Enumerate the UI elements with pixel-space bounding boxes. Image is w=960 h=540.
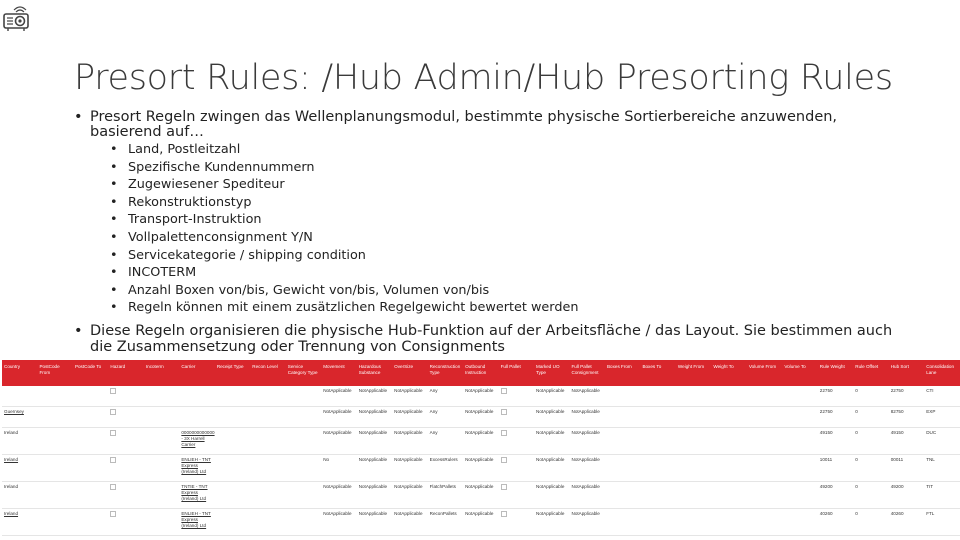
- table-cell: [711, 386, 746, 407]
- checkbox-icon[interactable]: [501, 484, 507, 490]
- table-cell: NotApplicable: [463, 428, 498, 455]
- table-cell: NotApplicable: [357, 482, 392, 509]
- table-cell: [286, 428, 321, 455]
- table-cell: 0: [853, 482, 888, 509]
- table-cell: [499, 407, 534, 428]
- table-cell: [711, 509, 746, 536]
- table-cell: [215, 407, 250, 428]
- table-cell: Ireland: [2, 455, 37, 482]
- table-cell: [144, 455, 179, 482]
- table-column-header[interactable]: Volume From: [747, 360, 782, 386]
- table-cell: [73, 482, 108, 509]
- table-cell: [640, 428, 675, 455]
- table-cell: [215, 428, 250, 455]
- table-cell: ENLIEH - TNT Express (Ireland) Ltd: [179, 509, 214, 536]
- table-cell: [747, 407, 782, 428]
- table-cell: [144, 428, 179, 455]
- table-cell: NotApplicable: [534, 386, 569, 407]
- table-cell: NotApplicable: [357, 455, 392, 482]
- table-column-header[interactable]: Hazard: [108, 360, 143, 386]
- table-cell: [108, 482, 143, 509]
- table-cell: NotApplicable: [321, 482, 356, 509]
- table-cell: ENLIEH - TNT Express (Ireland) Ltd: [179, 455, 214, 482]
- table-column-header[interactable]: Hazardous Substance: [357, 360, 392, 386]
- table-column-header[interactable]: PostCode From: [37, 360, 72, 386]
- table-cell: 40260: [889, 509, 924, 536]
- table-cell: [215, 386, 250, 407]
- table-cell: Ireland: [2, 482, 37, 509]
- table-cell: NotApplicable: [392, 386, 427, 407]
- table-cell: [250, 386, 285, 407]
- table-cell: [711, 407, 746, 428]
- table-cell: TNTIE - TNT Express (Ireland) Ltd: [179, 482, 214, 509]
- table-cell: NotApplicable: [463, 455, 498, 482]
- table-cell: NotApplicable: [534, 407, 569, 428]
- table-cell: [286, 407, 321, 428]
- table-cell: [144, 482, 179, 509]
- table-cell: FlatchPallets: [428, 482, 463, 509]
- table-cell: EXP: [924, 407, 960, 428]
- table-cell: DUC: [924, 428, 960, 455]
- table-cell: 10011: [818, 455, 853, 482]
- table-cell: NotApplicable: [534, 509, 569, 536]
- table-cell: [711, 428, 746, 455]
- table-column-header[interactable]: Movement: [321, 360, 356, 386]
- checkbox-icon[interactable]: [110, 511, 116, 517]
- table-cell: [179, 386, 214, 407]
- table-cell: [676, 428, 711, 455]
- sub-bullet-item: • Land, Postleitzahl: [110, 142, 241, 157]
- table-column-header[interactable]: Receipt Type: [215, 360, 250, 386]
- table-cell: NotApplicable: [570, 407, 605, 428]
- table-cell: [747, 482, 782, 509]
- table-cell: NotApplicable: [392, 509, 427, 536]
- table-cell: NotApplicable: [357, 509, 392, 536]
- table-cell: NotApplicable: [321, 509, 356, 536]
- table-cell: [747, 428, 782, 455]
- table-cell: [747, 455, 782, 482]
- main-bullet-1-text: Presort Regeln zwingen das Wellenplanungsmodul, bestimmte physische Sortierbereiche anzuwenden, basierend auf…: [90, 109, 838, 140]
- table-cell: NotApplicable: [321, 428, 356, 455]
- checkbox-icon[interactable]: [110, 409, 116, 415]
- table-column-header[interactable]: Weight From: [676, 360, 711, 386]
- table-cell: [605, 407, 640, 428]
- presort-rules-table-screenshot: [2, 360, 960, 540]
- table-cell: [37, 455, 72, 482]
- table-cell: [108, 428, 143, 455]
- table-cell: [179, 407, 214, 428]
- table-column-header[interactable]: Recon Level: [250, 360, 285, 386]
- table-cell: 0: [853, 509, 888, 536]
- table-column-header[interactable]: Full Pallet Consignment: [570, 360, 605, 386]
- table-cell: [782, 455, 817, 482]
- table-cell: Ireland: [2, 509, 37, 536]
- table-cell: NotApplicable: [534, 455, 569, 482]
- table-cell: [73, 407, 108, 428]
- table-cell: [286, 386, 321, 407]
- sub-bullet-item: • Transport-Instruktion: [110, 212, 262, 228]
- table-cell: NotApplicable: [357, 407, 392, 428]
- table-cell: [640, 407, 675, 428]
- table-cell: 82750: [889, 407, 924, 428]
- table-cell: [108, 509, 143, 536]
- table-column-header[interactable]: Consolidation Lane: [924, 360, 960, 386]
- table-cell: [711, 455, 746, 482]
- table-cell: [640, 509, 675, 536]
- table-cell: ExcessRulers: [428, 455, 463, 482]
- checkbox-icon[interactable]: [110, 388, 116, 394]
- table-cell: [499, 455, 534, 482]
- table-row[interactable]: [2, 407, 960, 428]
- table-cell: No: [321, 455, 356, 482]
- table-cell: [499, 509, 534, 536]
- table-cell: NotApplicable: [392, 455, 427, 482]
- table-cell: 49150: [889, 428, 924, 455]
- table-cell: 40260: [818, 509, 853, 536]
- table-cell: NotApplicable: [357, 428, 392, 455]
- table-cell: [640, 482, 675, 509]
- table-cell: [286, 482, 321, 509]
- table-cell: NotApplicable: [534, 428, 569, 455]
- table-cell: [250, 482, 285, 509]
- table-cell: [782, 386, 817, 407]
- table-cell: [605, 386, 640, 407]
- table-cell: [37, 386, 72, 407]
- table-cell: 22750: [818, 386, 853, 407]
- table-cell: 49200: [889, 482, 924, 509]
- checkbox-icon[interactable]: [501, 457, 507, 463]
- table-cell: FTL: [924, 509, 960, 536]
- checkbox-icon[interactable]: [501, 409, 507, 415]
- table-cell: Any: [428, 428, 463, 455]
- slide-title: Presort Rules: /Hub Admin/Hub Presorting Rules: [74, 58, 893, 98]
- table-cell: [250, 428, 285, 455]
- table-cell: [499, 482, 534, 509]
- table-row[interactable]: [2, 482, 960, 509]
- sub-bullet-item: • Spezifische Kundennummern: [110, 159, 315, 175]
- table-column-header[interactable]: Country: [2, 360, 37, 386]
- table-column-header[interactable]: Full Pallet: [499, 360, 534, 386]
- checkbox-icon[interactable]: [501, 388, 507, 394]
- table-cell: [676, 482, 711, 509]
- table-cell: 00011: [889, 455, 924, 482]
- table-row[interactable]: [2, 386, 960, 407]
- table-cell: [2, 386, 37, 407]
- table-cell: [782, 509, 817, 536]
- table-column-header[interactable]: PostCode To: [73, 360, 108, 386]
- table-cell: Any: [428, 386, 463, 407]
- table-cell: [676, 455, 711, 482]
- table-cell: [37, 482, 72, 509]
- table-cell: TNL: [924, 455, 960, 482]
- checkbox-icon[interactable]: [110, 430, 116, 436]
- sub-bullet-item: • Zugewiesener Spediteur: [110, 177, 285, 193]
- table-header-row: [2, 360, 960, 386]
- sub-bullet-item: • Vollpalettenconsignment Y/N: [110, 229, 313, 245]
- table-cell: NotApplicable: [463, 509, 498, 536]
- table-column-header[interactable]: OverSize: [392, 360, 427, 386]
- table-cell: [676, 509, 711, 536]
- table-cell: [144, 407, 179, 428]
- main-bullet-1: [74, 110, 874, 140]
- table-cell: [676, 386, 711, 407]
- table-cell: 22750: [889, 386, 924, 407]
- table-cell: ReconPallets: [428, 509, 463, 536]
- checkbox-icon[interactable]: [501, 430, 507, 436]
- table-cell: [144, 509, 179, 536]
- table-cell: [73, 386, 108, 407]
- table-cell: TIT: [924, 482, 960, 509]
- table-cell: 0: [853, 455, 888, 482]
- table-column-header[interactable]: Boxes To: [640, 360, 675, 386]
- table-cell: [250, 509, 285, 536]
- table-cell: 0: [853, 428, 888, 455]
- table-cell: NotApplicable: [463, 482, 498, 509]
- table-cell: [73, 428, 108, 455]
- table-cell: NotApplicable: [570, 428, 605, 455]
- table-cell: NotApplicable: [392, 407, 427, 428]
- table-cell: [640, 455, 675, 482]
- table-row[interactable]: [2, 428, 960, 455]
- table-cell: NotApplicable: [392, 482, 427, 509]
- table-cell: [37, 428, 72, 455]
- sub-bullet-item: • Servicekategorie / shipping condition: [110, 247, 366, 263]
- table-cell: [499, 428, 534, 455]
- main-bullet-2-text: Diese Regeln organisieren die physische Hub-Funktion auf der Arbeitsfläche / das Layout. Sie bestimmen auch die Zusammensetzung oder Trennung von Consignments: [90, 323, 893, 355]
- table-cell: [108, 455, 143, 482]
- table-cell: 0: [853, 386, 888, 407]
- sub-bullet-list: [110, 141, 578, 317]
- table-cell: [747, 509, 782, 536]
- table-cell: [144, 386, 179, 407]
- table-column-header[interactable]: Reconstruction Type: [428, 360, 463, 386]
- table-cell: [711, 482, 746, 509]
- checkbox-icon[interactable]: [110, 457, 116, 463]
- table-cell: [782, 407, 817, 428]
- rules-table: [2, 360, 960, 536]
- checkbox-icon[interactable]: [110, 484, 116, 490]
- table-cell: CTI: [924, 386, 960, 407]
- table-row[interactable]: [2, 455, 960, 482]
- table-column-header[interactable]: Boxes From: [605, 360, 640, 386]
- table-cell: [747, 386, 782, 407]
- table-column-header[interactable]: Volume To: [782, 360, 817, 386]
- table-cell: [108, 386, 143, 407]
- table-cell: 0: [853, 407, 888, 428]
- table-cell: [676, 407, 711, 428]
- table-cell: NotApplicable: [570, 386, 605, 407]
- table-cell: 49150: [818, 428, 853, 455]
- table-cell: NotApplicable: [463, 386, 498, 407]
- table-column-header[interactable]: Hub Sort: [889, 360, 924, 386]
- table-column-header[interactable]: Rule Weight: [818, 360, 853, 386]
- table-cell: 22750: [818, 407, 853, 428]
- table-cell: [73, 455, 108, 482]
- table-column-header[interactable]: Incoterm: [144, 360, 179, 386]
- table-cell: [640, 386, 675, 407]
- sub-bullet-item: • INCOTERM: [110, 265, 197, 281]
- bullet-marker: •: [74, 109, 83, 125]
- table-cell: 0000000000000 - 3X Harrell Carrier: [179, 428, 214, 455]
- table-cell: NotApplicable: [570, 509, 605, 536]
- table-cell: [782, 482, 817, 509]
- table-cell: [499, 386, 534, 407]
- table-column-header[interactable]: Marked UO Type: [534, 360, 569, 386]
- table-cell: [215, 482, 250, 509]
- table-cell: Guernsey: [2, 407, 37, 428]
- table-column-header[interactable]: Rule Offset: [853, 360, 888, 386]
- table-cell: [605, 482, 640, 509]
- table-cell: [37, 509, 72, 536]
- table-cell: NotApplicable: [570, 455, 605, 482]
- table-cell: [108, 407, 143, 428]
- table-cell: [250, 407, 285, 428]
- table-cell: [605, 509, 640, 536]
- table-cell: [605, 455, 640, 482]
- sub-bullet-item: • Regeln können mit einem zusätzlichen Regelgewicht bewertet werden: [110, 300, 579, 316]
- table-cell: Ireland: [2, 428, 37, 455]
- table-cell: [215, 509, 250, 536]
- table-cell: NotApplicable: [392, 428, 427, 455]
- table-cell: [782, 428, 817, 455]
- table-cell: NotApplicable: [357, 386, 392, 407]
- table-cell: NotApplicable: [534, 482, 569, 509]
- projector-logo-icon: [2, 4, 36, 32]
- table-cell: [286, 509, 321, 536]
- table-column-header[interactable]: Carrier: [179, 360, 214, 386]
- table-column-header[interactable]: Weight To: [711, 360, 746, 386]
- table-cell: NotApplicable: [463, 407, 498, 428]
- main-bullet-2: [74, 324, 894, 355]
- table-cell: [73, 509, 108, 536]
- sub-bullet-item: • Rekonstruktionstyp: [110, 194, 252, 210]
- table-cell: [286, 455, 321, 482]
- table-cell: NotApplicable: [321, 386, 356, 407]
- table-cell: NotApplicable: [321, 407, 356, 428]
- checkbox-icon[interactable]: [501, 511, 507, 517]
- table-cell: [37, 407, 72, 428]
- table-cell: NotApplicable: [570, 482, 605, 509]
- sub-bullet-item: • Anzahl Boxen von/bis, Gewicht von/bis, Volumen von/bis: [110, 282, 490, 298]
- table-cell: Any: [428, 407, 463, 428]
- table-column-header[interactable]: Outbound Instruction: [463, 360, 498, 386]
- bullet-marker: •: [74, 323, 83, 339]
- table-cell: 49200: [818, 482, 853, 509]
- table-cell: [605, 428, 640, 455]
- table-cell: [215, 455, 250, 482]
- table-cell: [250, 455, 285, 482]
- table-row[interactable]: [2, 509, 960, 536]
- table-column-header[interactable]: Service Category Type: [286, 360, 321, 386]
